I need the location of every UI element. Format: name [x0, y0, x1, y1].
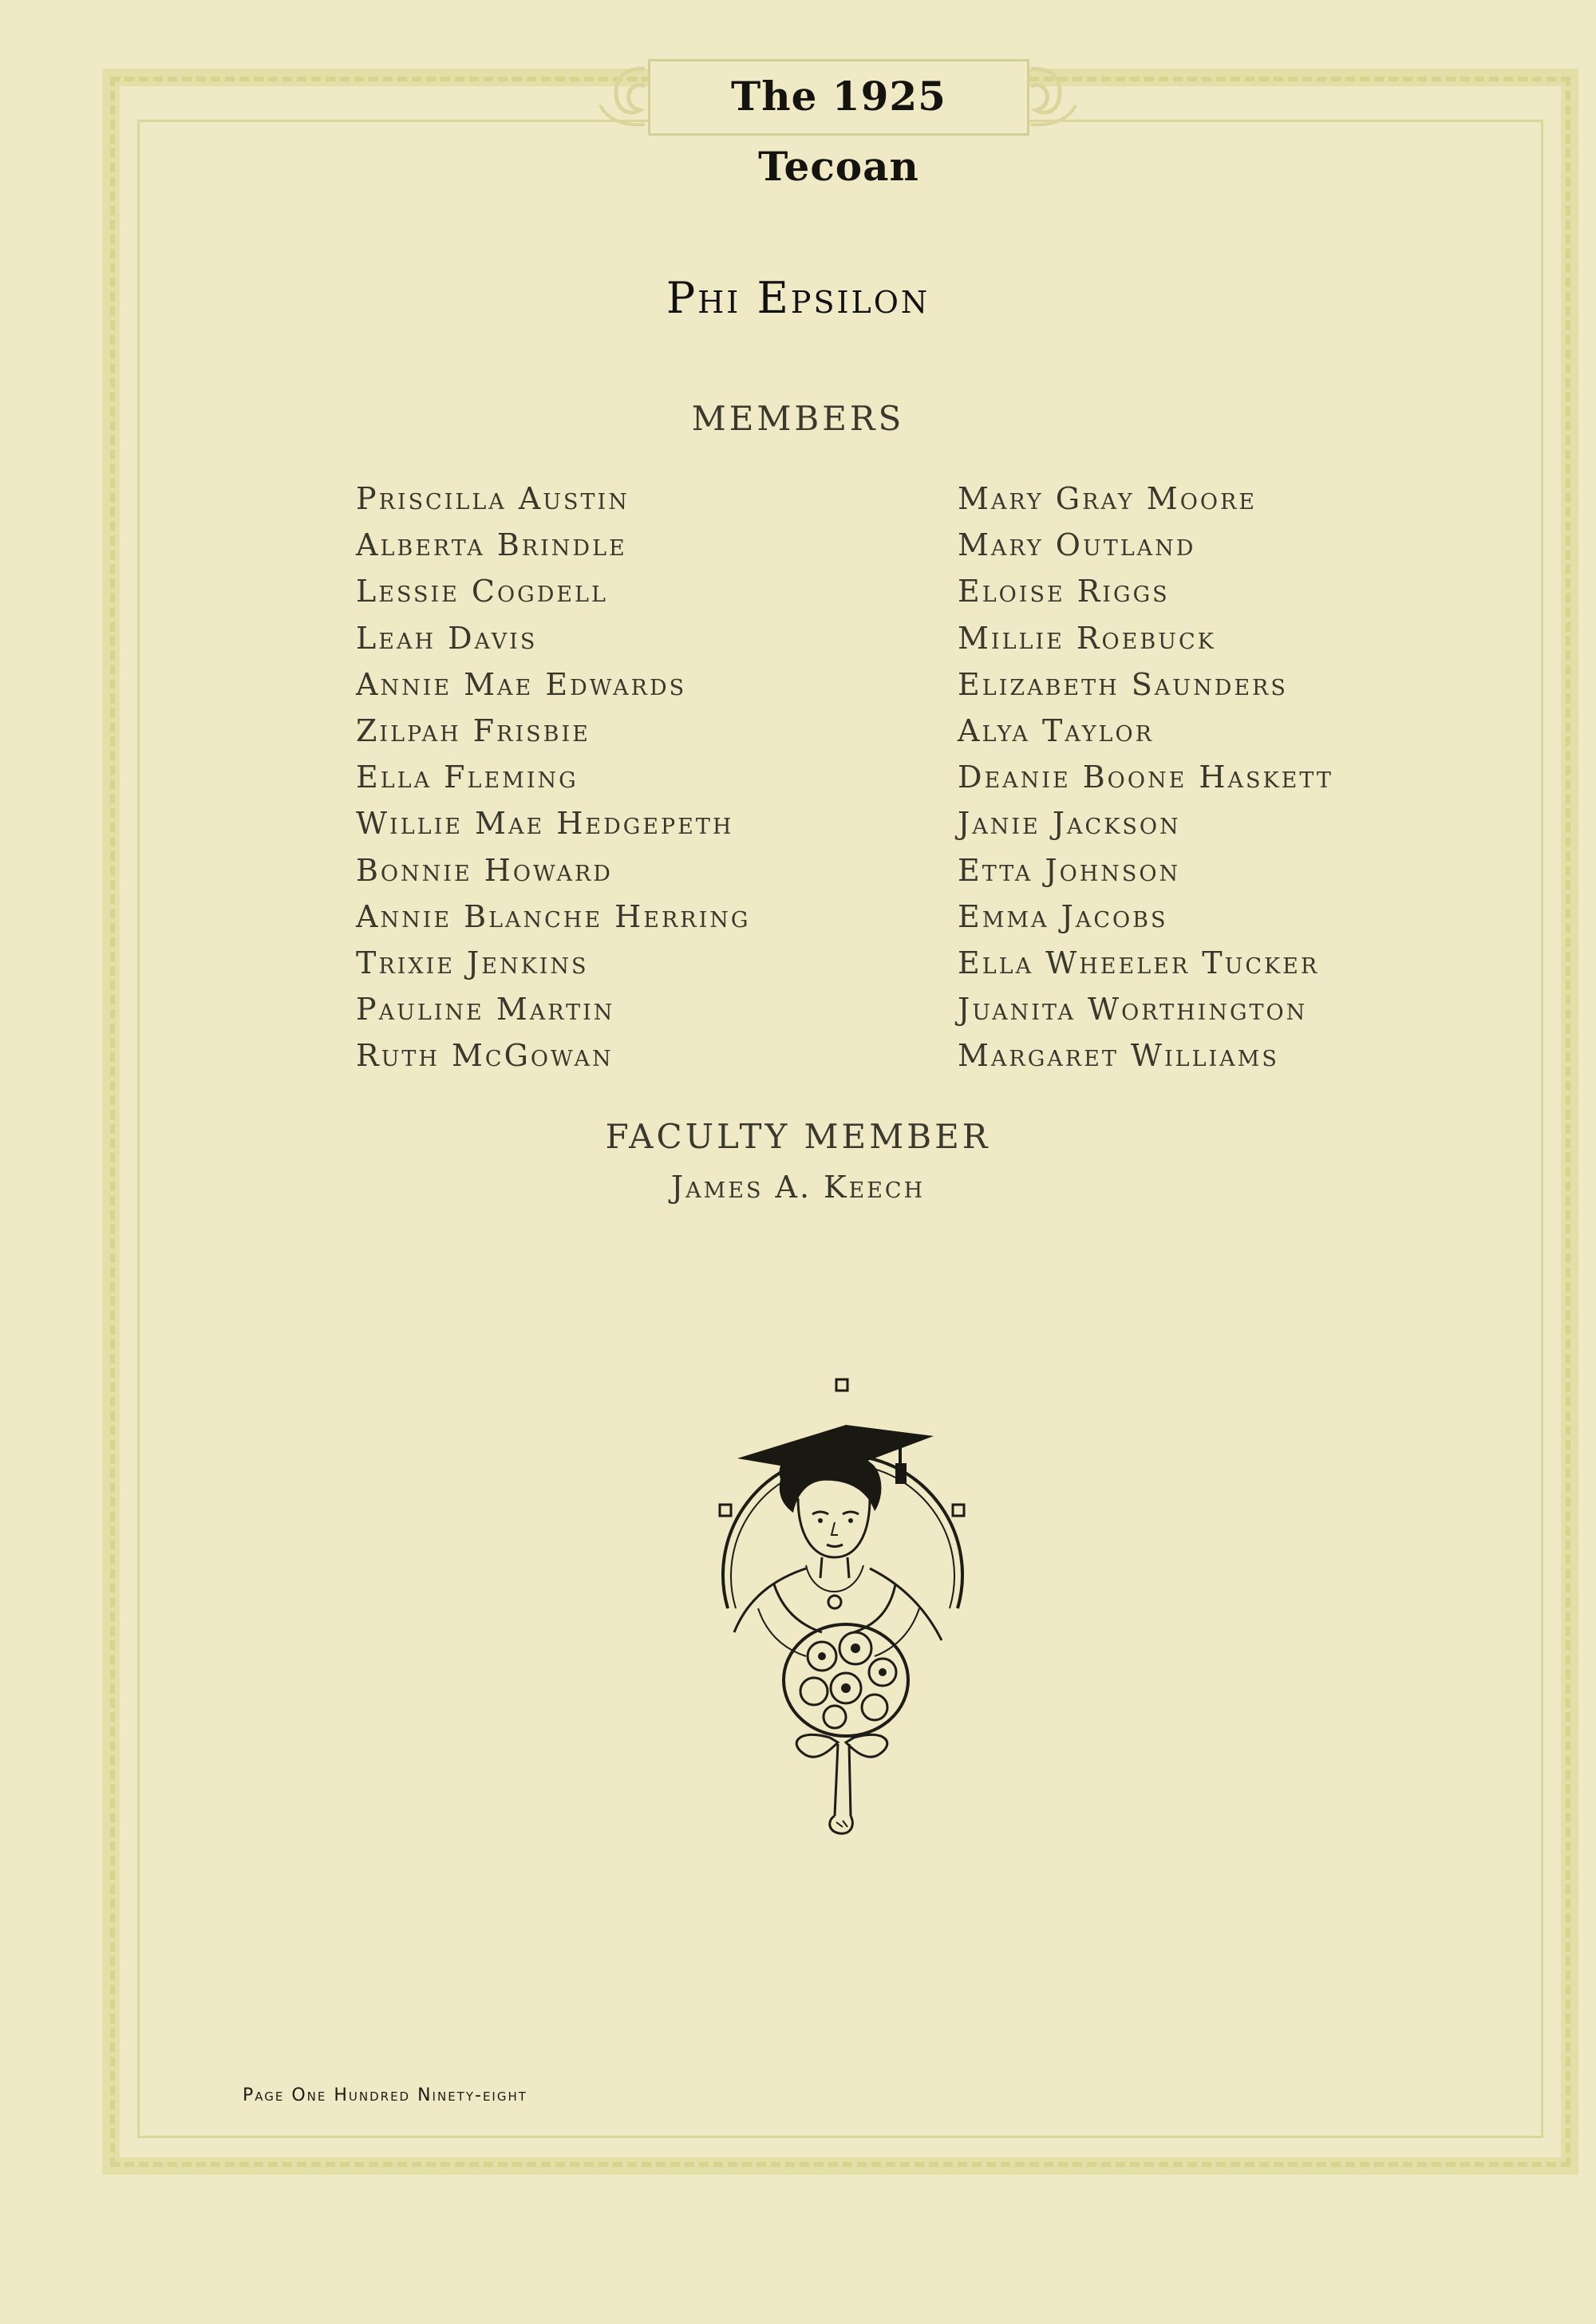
member-name: Priscilla Austin	[356, 481, 630, 516]
yearbook-title: The 1925 Tecoan	[731, 73, 946, 190]
member-name: Zilpah Frisbie	[356, 712, 591, 748]
member-name: Mary Gray Moore	[958, 481, 1258, 516]
members-label: MEMBERS	[691, 399, 905, 438]
member-name: Millie Roebuck	[958, 620, 1216, 656]
member-name: Annie Mae Edwards	[356, 666, 687, 702]
member-name: Bonnie Howard	[356, 852, 613, 888]
right-scroll-ornament-icon	[1028, 61, 1084, 134]
member-name: Mary Outland	[958, 527, 1196, 563]
member-name: Willie Mae Hedgepeth	[356, 806, 734, 842]
members-left-column	[356, 475, 750, 1079]
faculty-member-name: James A. Keech	[670, 1170, 926, 1205]
member-name: Margaret Williams	[958, 1038, 1279, 1074]
running-header	[648, 59, 1029, 190]
member-name: Ella Fleming	[356, 760, 579, 795]
member-name: Alya Taylor	[958, 712, 1154, 748]
faculty-label: FACULTY MEMBER	[605, 1117, 991, 1156]
member-name: Ruth McGowan	[356, 1038, 614, 1074]
member-name: Ella Wheeler Tucker	[958, 945, 1320, 980]
members-right-column	[958, 475, 1333, 1079]
member-name: Pauline Martin	[356, 992, 615, 1028]
member-name: Annie Blanche Herring	[356, 898, 751, 934]
member-name: Deanie Boone Haskett	[958, 760, 1333, 795]
member-name: Juanita Worthington	[958, 992, 1308, 1028]
member-name: Janie Jackson	[958, 806, 1181, 842]
page-title: Phi Epsilon	[666, 273, 930, 323]
member-name: Leah Davis	[356, 620, 538, 656]
graduate-woman-with-bouquet-illustration-icon	[686, 1369, 998, 1840]
page-number-footer: Page One Hundred Ninety-eight	[243, 2085, 527, 2105]
member-name: Eloise Riggs	[958, 574, 1170, 610]
member-name: Lessie Cogdell	[356, 574, 608, 610]
member-name: Emma Jacobs	[958, 898, 1168, 934]
member-name: Trixie Jenkins	[356, 945, 589, 980]
member-name: Etta Johnson	[958, 852, 1181, 888]
member-name: Alberta Brindle	[356, 527, 627, 563]
member-name: Elizabeth Saunders	[958, 666, 1288, 702]
left-scroll-ornament-icon	[592, 61, 648, 134]
